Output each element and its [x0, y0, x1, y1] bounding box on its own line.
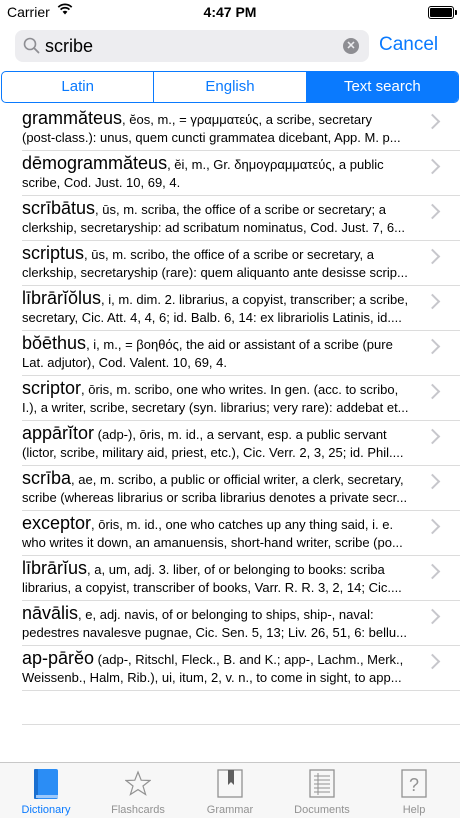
entry-snippet: Weissenb., Halm, Rib.), ui, itum, 2, v. n., to come in sight, to app...	[22, 670, 402, 685]
list-item[interactable]	[22, 196, 460, 241]
book-icon	[33, 769, 59, 799]
tab-label: Flashcards	[111, 804, 165, 816]
list-item[interactable]	[22, 466, 460, 511]
tab-label: Grammar	[206, 804, 254, 816]
entry-definition: , ae, m. scribo, a public or official writer, a clerk, secretary,	[71, 472, 404, 487]
star-icon	[125, 769, 151, 799]
entry-definition: , ĕos, m., = γραμματεύς, a scribe, secretary	[122, 112, 372, 127]
chevron-right-icon	[425, 654, 441, 670]
cancel-button[interactable]: Cancel	[379, 34, 439, 55]
chevron-right-icon	[425, 204, 441, 220]
headword: bŏēthus	[22, 333, 87, 353]
entry-snippet: clerkship, secretaryship: ad scribatum nominatus, Cod. Just. 7, 6...	[22, 220, 405, 235]
tab-grammar[interactable]	[184, 763, 276, 818]
clock: 4:47 PM	[203, 4, 257, 20]
entry-definition: , i, m., = βοηθός, the aid or assistant of a scribe (pure	[86, 337, 393, 352]
chevron-right-icon	[425, 159, 441, 175]
chevron-right-icon	[425, 519, 441, 535]
search-mode-segmented-control	[1, 71, 459, 103]
list-item[interactable]	[22, 511, 460, 556]
chevron-right-icon	[425, 339, 441, 355]
headword: scrība	[22, 468, 72, 488]
search-bar[interactable]	[15, 30, 369, 62]
chevron-right-icon	[425, 429, 441, 445]
headword: lībrārĭŏlus	[22, 288, 102, 308]
status-bar	[0, 0, 460, 24]
tab-dictionary[interactable]	[0, 763, 92, 818]
svg-text:?: ?	[408, 775, 420, 795]
entry-definition: , ūs, m. scriba, the office of a scribe or secretary; a	[95, 202, 386, 217]
headword: scriptor	[22, 378, 82, 398]
search-input[interactable]	[45, 34, 335, 58]
entry-snippet: pedestres navalesve pugnae, Cic. Sen. 5, 13; Liv. 26, 51, 6: bellu...	[22, 625, 407, 640]
headword: exceptor	[22, 513, 92, 533]
headword: dēmogrammăteus	[22, 153, 168, 173]
entry-snippet: who writes it down, an amanuensis, short-hand writer, scribe (po...	[22, 535, 403, 550]
tab-label: Dictionary	[21, 804, 71, 816]
chevron-right-icon	[425, 384, 441, 400]
entry-definition: , ōris, m. id., one who catches up any thing said, i. e.	[91, 517, 394, 532]
chevron-right-icon	[425, 114, 441, 130]
list-item[interactable]	[22, 241, 460, 286]
headword: grammăteus	[22, 108, 123, 128]
list-item[interactable]	[22, 556, 460, 601]
entry-definition: (adp-), ōris, m. id., a servant, esp. a public servant	[94, 427, 387, 442]
list-item[interactable]	[22, 421, 460, 466]
headword: scriptus	[22, 243, 85, 263]
tab-label: Documents	[294, 804, 350, 816]
chevron-right-icon	[425, 474, 441, 490]
list-item[interactable]	[22, 376, 460, 421]
tab-label: Help	[402, 804, 426, 816]
tab-help[interactable]	[368, 763, 460, 818]
entry-definition: , ūs, m. scribo, the office of a scribe or secretary, a	[84, 247, 374, 262]
document-icon	[309, 769, 335, 799]
chevron-right-icon	[425, 609, 441, 625]
entry-snippet: scribe, Cod. Just. 10, 69, 4.	[22, 175, 181, 190]
chevron-right-icon	[425, 294, 441, 310]
clear-icon[interactable]: ✕	[343, 38, 359, 54]
entry-snippet: secretary, Cic. Att. 4, 4, 6; id. Balb. 6, 14: ex librariolis Latinis, id....	[22, 310, 402, 325]
headword: scrībātus	[22, 198, 96, 218]
headword: nāvālis	[22, 603, 79, 623]
segment-english[interactable]: English	[154, 72, 306, 102]
entry-definition: , i, m. dim. 2. librarius, a copyist, transcriber; a scribe,	[101, 292, 409, 307]
entry-definition: , ĕi, m., Gr. δημογραμματεύς, a public	[167, 157, 384, 172]
headword: appārĭtor	[22, 423, 95, 443]
chevron-right-icon	[425, 564, 441, 580]
entry-snippet: (lictor, scribe, military aid, priest, etc.), Cic. Verr. 2, 3, 25; id. Phil....	[22, 445, 404, 460]
entry-snippet: librarius, a copyist, transcriber of books, Varr. R. R. 3, 2, 14; Cic....	[22, 580, 402, 595]
entry-snippet: scribe (whereas librarius or scriba librarius denotes a private secr...	[22, 490, 408, 505]
tab-flashcards[interactable]	[92, 763, 184, 818]
list-item[interactable]	[22, 646, 460, 691]
battery-icon	[428, 6, 454, 19]
list-item[interactable]	[22, 286, 460, 331]
segment-text-search[interactable]: Text search	[307, 72, 458, 102]
tab-bar	[0, 762, 460, 818]
entry-snippet: clerkship, secretaryship (rare): quem aliquanto ante desisse scrip...	[22, 265, 408, 280]
search-icon	[22, 36, 42, 56]
entry-definition: , ōris, m. scribo, one who writes. In gen. (acc. to scribo,	[81, 382, 399, 397]
list-divider	[22, 724, 460, 725]
headword: ap-pārĕo	[22, 648, 95, 668]
segment-latin[interactable]: Latin	[2, 72, 154, 102]
entry-snippet: (post-class.): unus, quem cuncti grammatea dicebant, App. M. p...	[22, 130, 401, 145]
list-item[interactable]	[22, 106, 460, 151]
entry-snippet: Lat. adjutor), Cod. Valent. 10, 69, 4.	[22, 355, 227, 370]
list-item[interactable]	[22, 151, 460, 196]
list-item[interactable]	[22, 601, 460, 646]
carrier-label: Carrier	[7, 4, 50, 20]
headword: lībrārĭus	[22, 558, 88, 578]
bookmark-book-icon	[217, 769, 243, 799]
entry-definition: (adp-, Ritschl, Fleck., B. and K.; app-, Lachm., Merk.,	[94, 652, 404, 667]
entry-definition: , a, um, adj. 3. liber, of or belonging to books: scriba	[87, 562, 385, 577]
question-icon	[401, 769, 427, 799]
entry-definition: , e, adj. navis, of or belonging to ships, ship-, naval:	[78, 607, 374, 622]
entry-snippet: I.), a writer, scribe, secretary (syn. librarius; very rare): addebat et...	[22, 400, 409, 415]
results-list	[0, 106, 460, 691]
list-item[interactable]	[22, 331, 460, 376]
tab-documents[interactable]	[276, 763, 368, 818]
chevron-right-icon	[425, 249, 441, 265]
